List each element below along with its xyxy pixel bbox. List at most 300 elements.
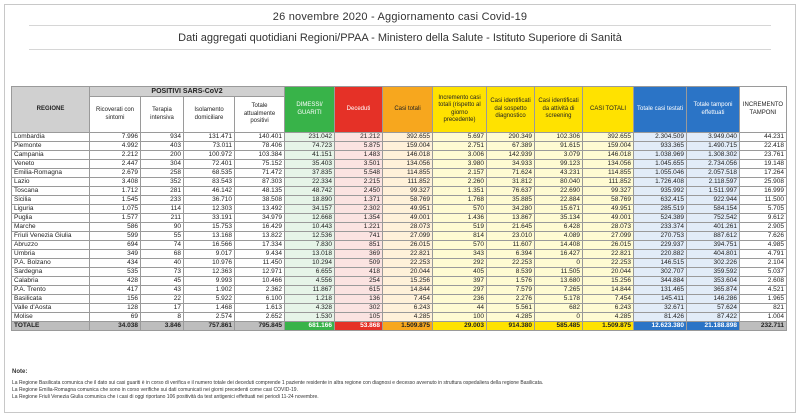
- value-cell: 35.403: [285, 160, 335, 169]
- value-cell: 0: [535, 313, 583, 322]
- value-cell: 2.260: [433, 178, 487, 187]
- value-cell: 25.908: [740, 178, 787, 187]
- value-cell: 12.363: [184, 268, 235, 277]
- value-cell: 2.574: [184, 313, 235, 322]
- value-cell: 11.607: [487, 241, 535, 250]
- value-cell: 2.212: [90, 151, 141, 160]
- value-cell: 57.624: [687, 304, 740, 313]
- value-cell: 40: [141, 259, 184, 268]
- value-cell: 75.152: [235, 160, 285, 169]
- value-cell: 417: [90, 286, 141, 295]
- table-row: [12, 133, 787, 142]
- region-cell: TOTALE: [12, 322, 90, 331]
- value-cell: 3.006: [433, 151, 487, 160]
- value-cell: 33.191: [184, 214, 235, 223]
- value-cell: 236: [433, 295, 487, 304]
- value-cell: 12.536: [285, 232, 335, 241]
- value-cell: 200: [141, 151, 184, 160]
- value-cell: 1.511.997: [687, 187, 740, 196]
- value-cell: 2.679: [90, 169, 141, 178]
- value-cell: 3.980: [433, 160, 487, 169]
- value-cell: 1.902: [184, 286, 235, 295]
- region-cell: P.A. Bolzano: [12, 259, 90, 268]
- value-cell: 428: [90, 277, 141, 286]
- header-totale-tamponi: Totale tamponi effettuati: [687, 87, 740, 133]
- table-row: [12, 196, 787, 205]
- value-cell: 68: [141, 250, 184, 259]
- value-cell: 22.253: [583, 259, 634, 268]
- value-cell: 404.801: [687, 250, 740, 259]
- header-ricoverati: Ricoverati con sintomi: [90, 97, 141, 133]
- value-cell: 6.243: [383, 304, 433, 313]
- value-cell: 285.519: [634, 205, 687, 214]
- value-cell: 146.018: [583, 151, 634, 160]
- value-cell: 933.365: [634, 142, 687, 151]
- value-cell: 2.304.509: [634, 133, 687, 142]
- value-cell: 73: [141, 268, 184, 277]
- value-cell: 29.003: [433, 322, 487, 331]
- value-cell: 392.655: [383, 133, 433, 142]
- value-cell: 48.135: [235, 187, 285, 196]
- value-cell: 53.868: [335, 322, 383, 331]
- value-cell: 16.999: [740, 187, 787, 196]
- value-cell: 418: [335, 268, 383, 277]
- value-cell: 757.861: [184, 322, 235, 331]
- value-cell: 140.401: [235, 133, 285, 142]
- value-cell: 353.604: [687, 277, 740, 286]
- value-cell: 91.615: [535, 142, 583, 151]
- value-cell: 34.933: [487, 160, 535, 169]
- value-cell: 1.055.046: [634, 169, 687, 178]
- value-cell: 302: [335, 304, 383, 313]
- region-cell: Lazio: [12, 178, 90, 187]
- header-region: REGIONE: [12, 87, 90, 133]
- value-cell: 599: [90, 232, 141, 241]
- value-cell: 71.624: [487, 169, 535, 178]
- value-cell: 26.015: [383, 241, 433, 250]
- value-cell: 694: [90, 241, 141, 250]
- value-cell: 1.509.875: [383, 322, 433, 331]
- header-terapia: Terapia intensiva: [141, 97, 184, 133]
- value-cell: 392.655: [583, 133, 634, 142]
- value-cell: 2.276: [487, 295, 535, 304]
- value-cell: 397: [433, 277, 487, 286]
- value-cell: 20.044: [583, 268, 634, 277]
- value-cell: 2.450: [335, 187, 383, 196]
- value-cell: 3.949.040: [687, 133, 740, 142]
- value-cell: 4.285: [487, 313, 535, 322]
- divider: [29, 49, 771, 50]
- table-row: [12, 205, 787, 214]
- value-cell: 22.821: [583, 250, 634, 259]
- value-cell: 851: [335, 241, 383, 250]
- value-cell: 45: [141, 277, 184, 286]
- value-cell: 105: [335, 313, 383, 322]
- value-cell: 2.057.518: [687, 169, 740, 178]
- header-totale-testati: Totale casi testati: [634, 87, 687, 133]
- value-cell: 16.566: [184, 241, 235, 250]
- value-cell: 5.922: [184, 295, 235, 304]
- value-cell: 1.045.655: [634, 160, 687, 169]
- total-row: [12, 322, 787, 331]
- value-cell: 2.652: [235, 313, 285, 322]
- note-line: La Regione Basilicata comunica che il dato sui casi guariti è in corso di verifica e il numero totale dei deceduti comprende 1 paziente residente in altra regione con diagnosi e decesso avvenuto in struttura ospedaliera della regione Basilicata.: [12, 380, 544, 386]
- region-cell: P.A. Trento: [12, 286, 90, 295]
- value-cell: 23.761: [740, 151, 787, 160]
- value-cell: 4.985: [740, 241, 787, 250]
- value-cell: 795.845: [235, 322, 285, 331]
- value-cell: 71.472: [235, 169, 285, 178]
- value-cell: 100: [433, 313, 487, 322]
- value-cell: 6.243: [583, 304, 634, 313]
- value-cell: 1.308.302: [687, 151, 740, 160]
- value-cell: 38.508: [235, 196, 285, 205]
- value-cell: 35.885: [487, 196, 535, 205]
- value-cell: 18.890: [285, 196, 335, 205]
- value-cell: 403: [141, 142, 184, 151]
- value-cell: 405: [433, 268, 487, 277]
- value-cell: 914.380: [487, 322, 535, 331]
- value-cell: 145.411: [634, 295, 687, 304]
- value-cell: 741: [335, 232, 383, 241]
- region-cell: Campania: [12, 151, 90, 160]
- value-cell: 15.671: [535, 205, 583, 214]
- value-cell: 58.769: [383, 196, 433, 205]
- value-cell: 211: [141, 214, 184, 223]
- value-cell: 1.576: [487, 277, 535, 286]
- value-cell: 3.501: [335, 160, 383, 169]
- value-cell: 73.011: [184, 142, 235, 151]
- value-cell: 13.867: [487, 214, 535, 223]
- value-cell: 13.680: [535, 277, 583, 286]
- value-cell: 281: [141, 187, 184, 196]
- page-subtitle: Dati aggregati quotidiani Regioni/PPAA - Ministero della Salute - Istituto Superiore di Sanità: [178, 32, 622, 44]
- value-cell: 17: [141, 304, 184, 313]
- value-cell: 21.188.898: [687, 322, 740, 331]
- region-cell: Umbria: [12, 250, 90, 259]
- region-cell: Molise: [12, 313, 90, 322]
- value-cell: 11.505: [535, 268, 583, 277]
- value-cell: 2.905: [740, 223, 787, 232]
- value-cell: 17.264: [740, 169, 787, 178]
- value-cell: 1.530: [285, 313, 335, 322]
- value-cell: 114: [141, 205, 184, 214]
- value-cell: 17.334: [235, 241, 285, 250]
- value-cell: 35.134: [535, 214, 583, 223]
- value-cell: 302.226: [687, 259, 740, 268]
- value-cell: 1.468: [184, 304, 235, 313]
- value-cell: 19.148: [740, 160, 787, 169]
- region-cell: Friuli Venezia Giulia: [12, 232, 90, 241]
- value-cell: 586: [90, 223, 141, 232]
- value-cell: 682: [535, 304, 583, 313]
- value-cell: 6.428: [535, 223, 583, 232]
- value-cell: 519: [433, 223, 487, 232]
- value-cell: 2.157: [433, 169, 487, 178]
- region-cell: Puglia: [12, 214, 90, 223]
- value-cell: 2.104: [740, 259, 787, 268]
- value-cell: 1.490.715: [687, 142, 740, 151]
- value-cell: 352: [141, 178, 184, 187]
- table-row: [12, 151, 787, 160]
- value-cell: 6.100: [235, 295, 285, 304]
- value-cell: 1.768: [433, 196, 487, 205]
- header-incremento-tamponi: INCREMENTO TAMPONI: [740, 87, 787, 133]
- value-cell: 752.542: [687, 214, 740, 223]
- value-cell: 58.769: [583, 196, 634, 205]
- region-cell: Emilia-Romagna: [12, 169, 90, 178]
- value-cell: 2.751: [433, 142, 487, 151]
- value-cell: 28.073: [583, 223, 634, 232]
- value-cell: 297: [433, 286, 487, 295]
- value-cell: 12.623.380: [634, 322, 687, 331]
- table-row: [12, 178, 787, 187]
- value-cell: 46.142: [184, 187, 235, 196]
- value-cell: 344.884: [634, 277, 687, 286]
- value-cell: 349: [90, 250, 141, 259]
- value-cell: 270.753: [634, 232, 687, 241]
- region-cell: Valle d'Aosta: [12, 304, 90, 313]
- value-cell: 99.327: [383, 187, 433, 196]
- value-cell: 22.690: [535, 187, 583, 196]
- table-row: [12, 295, 787, 304]
- value-cell: 12.303: [184, 205, 235, 214]
- value-cell: 233.374: [634, 223, 687, 232]
- value-cell: 14.844: [383, 286, 433, 295]
- value-cell: 69: [90, 313, 141, 322]
- value-cell: 7.626: [740, 232, 787, 241]
- value-cell: 74: [141, 241, 184, 250]
- value-cell: 159.004: [383, 142, 433, 151]
- value-cell: 99.327: [583, 187, 634, 196]
- value-cell: 4.285: [383, 313, 433, 322]
- table-row: [12, 160, 787, 169]
- value-cell: 9.993: [184, 277, 235, 286]
- value-cell: 1.004: [740, 313, 787, 322]
- value-cell: 43.231: [535, 169, 583, 178]
- value-cell: 935.992: [634, 187, 687, 196]
- value-cell: 111.852: [583, 178, 634, 187]
- value-cell: 48.742: [285, 187, 335, 196]
- note-line: La Regione Friuli Venezia Giulia comunica che i casi di oggi riportano 106 positività da test antigenici effettuati nei periodi 11-24 novembre.: [12, 394, 319, 400]
- value-cell: 1.354: [335, 214, 383, 223]
- region-cell: Calabria: [12, 277, 90, 286]
- value-cell: 146.018: [383, 151, 433, 160]
- value-cell: 4.556: [285, 277, 335, 286]
- value-cell: 55: [141, 232, 184, 241]
- value-cell: 1.712: [90, 187, 141, 196]
- value-cell: 1.545: [90, 196, 141, 205]
- value-cell: 15.753: [184, 223, 235, 232]
- region-cell: Marche: [12, 223, 90, 232]
- value-cell: 49.951: [383, 205, 433, 214]
- value-cell: 231.042: [285, 133, 335, 142]
- value-cell: 12.971: [235, 268, 285, 277]
- value-cell: 4.992: [90, 142, 141, 151]
- value-cell: 4.089: [535, 232, 583, 241]
- region-cell: Toscana: [12, 187, 90, 196]
- header-totale-positivi: Totale attualmente positivi: [235, 97, 285, 133]
- value-cell: 509: [335, 259, 383, 268]
- region-cell: Sicilia: [12, 196, 90, 205]
- value-cell: 5.178: [535, 295, 583, 304]
- value-cell: 5.548: [335, 169, 383, 178]
- value-cell: 21.212: [335, 133, 383, 142]
- value-cell: 102.306: [535, 133, 583, 142]
- value-cell: 10.466: [235, 277, 285, 286]
- table-row: [12, 214, 787, 223]
- value-cell: 13.018: [285, 250, 335, 259]
- value-cell: 7.830: [285, 241, 335, 250]
- value-cell: 681.166: [285, 322, 335, 331]
- table-row: [12, 169, 787, 178]
- value-cell: 5.875: [335, 142, 383, 151]
- value-cell: 1.075: [90, 205, 141, 214]
- value-cell: 292: [433, 259, 487, 268]
- value-cell: 4.328: [285, 304, 335, 313]
- page-title: 26 novembre 2020 - Aggiornamento casi Covid-19: [272, 11, 528, 23]
- value-cell: 22: [141, 295, 184, 304]
- value-cell: 1.965: [740, 295, 787, 304]
- value-cell: 68.535: [184, 169, 235, 178]
- value-cell: 2.118.597: [687, 178, 740, 187]
- value-cell: 13.822: [235, 232, 285, 241]
- value-cell: 12.668: [285, 214, 335, 223]
- value-cell: 134.056: [383, 160, 433, 169]
- value-cell: 1.726.408: [634, 178, 687, 187]
- value-cell: 584.154: [687, 205, 740, 214]
- value-cell: 254: [335, 277, 383, 286]
- value-cell: 11.500: [740, 196, 787, 205]
- value-cell: 6.394: [487, 250, 535, 259]
- value-cell: 7.996: [90, 133, 141, 142]
- value-cell: 9.612: [740, 214, 787, 223]
- value-cell: 10.976: [184, 259, 235, 268]
- value-cell: 5.697: [433, 133, 487, 142]
- value-cell: 28.073: [383, 223, 433, 232]
- value-cell: 9.434: [235, 250, 285, 259]
- value-cell: 10.294: [285, 259, 335, 268]
- value-cell: 27.099: [383, 232, 433, 241]
- table-row: [12, 259, 787, 268]
- value-cell: 114.855: [383, 169, 433, 178]
- value-cell: 7.454: [583, 295, 634, 304]
- value-cell: 83.543: [184, 178, 235, 187]
- notes-title: Note:: [12, 369, 28, 375]
- value-cell: 49.001: [583, 214, 634, 223]
- value-cell: 7.454: [383, 295, 433, 304]
- value-cell: 114.855: [583, 169, 634, 178]
- value-cell: 22.334: [285, 178, 335, 187]
- value-cell: 20.044: [383, 268, 433, 277]
- value-cell: 43: [141, 286, 184, 295]
- value-cell: 5.705: [740, 205, 787, 214]
- value-cell: 15.256: [583, 277, 634, 286]
- value-cell: 359.592: [687, 268, 740, 277]
- value-cell: 821: [740, 304, 787, 313]
- value-cell: 146.286: [687, 295, 740, 304]
- value-cell: 16.429: [235, 223, 285, 232]
- table-row: [12, 268, 787, 277]
- divider: [29, 25, 771, 26]
- value-cell: 2.362: [235, 286, 285, 295]
- value-cell: 0: [535, 259, 583, 268]
- value-cell: 434: [90, 259, 141, 268]
- value-cell: 23.010: [487, 232, 535, 241]
- table-row: [12, 241, 787, 250]
- value-cell: 74.723: [285, 142, 335, 151]
- value-cell: 2.302: [335, 205, 383, 214]
- value-cell: 15.256: [383, 277, 433, 286]
- value-cell: 14.844: [583, 286, 634, 295]
- value-cell: 34.157: [285, 205, 335, 214]
- value-cell: 1.351: [433, 187, 487, 196]
- value-cell: 49.001: [383, 214, 433, 223]
- value-cell: 44: [433, 304, 487, 313]
- value-cell: 31.812: [487, 178, 535, 187]
- value-cell: 134.056: [583, 160, 634, 169]
- value-cell: 9.017: [184, 250, 235, 259]
- value-cell: 80.040: [535, 178, 583, 187]
- value-cell: 1.577: [90, 214, 141, 223]
- value-cell: 5.561: [487, 304, 535, 313]
- table-row: [12, 286, 787, 295]
- value-cell: 22.418: [740, 142, 787, 151]
- value-cell: 14.408: [535, 241, 583, 250]
- value-cell: 8.539: [487, 268, 535, 277]
- value-cell: 87.303: [235, 178, 285, 187]
- value-cell: 156: [90, 295, 141, 304]
- value-cell: 2.608: [740, 277, 787, 286]
- value-cell: 304: [141, 160, 184, 169]
- value-cell: 6.655: [285, 268, 335, 277]
- value-cell: 11.450: [235, 259, 285, 268]
- value-cell: 22.884: [535, 196, 583, 205]
- value-cell: 67.389: [487, 142, 535, 151]
- value-cell: 16.427: [535, 250, 583, 259]
- note-line: La Regione Emilia-Romagna comunica che sono in corso verifiche sui dati comunicati nei giorni precedenti come casi COVID-19.: [12, 387, 298, 393]
- header-casi-totali: Casi totali: [383, 87, 433, 133]
- value-cell: 3.408: [90, 178, 141, 187]
- header-isolamento: Isolamento domiciliare: [184, 97, 235, 133]
- value-cell: 136: [335, 295, 383, 304]
- covid-data-table: [11, 86, 787, 331]
- header-casi-sospetto: Casi identificati dal sospetto diagnostico: [487, 87, 535, 133]
- header-deceduti: Deceduti: [335, 87, 383, 133]
- table-body: [12, 133, 787, 331]
- value-cell: 570: [433, 241, 487, 250]
- value-cell: 394.751: [687, 241, 740, 250]
- value-cell: 22.253: [383, 259, 433, 268]
- value-cell: 3.079: [535, 151, 583, 160]
- value-cell: 1.483: [335, 151, 383, 160]
- value-cell: 103.384: [235, 151, 285, 160]
- value-cell: 343: [433, 250, 487, 259]
- value-cell: 5.037: [740, 268, 787, 277]
- value-cell: 3.846: [141, 322, 184, 331]
- table-row: [12, 223, 787, 232]
- value-cell: 146.515: [634, 259, 687, 268]
- value-cell: 21.645: [487, 223, 535, 232]
- value-cell: 99.123: [535, 160, 583, 169]
- value-cell: 10.443: [285, 223, 335, 232]
- value-cell: 22.821: [383, 250, 433, 259]
- header-positivi-group: POSITIVI SARS-CoV2: [90, 87, 285, 97]
- region-cell: Veneto: [12, 160, 90, 169]
- value-cell: 2.215: [335, 178, 383, 187]
- value-cell: 34.979: [235, 214, 285, 223]
- value-cell: 1.436: [433, 214, 487, 223]
